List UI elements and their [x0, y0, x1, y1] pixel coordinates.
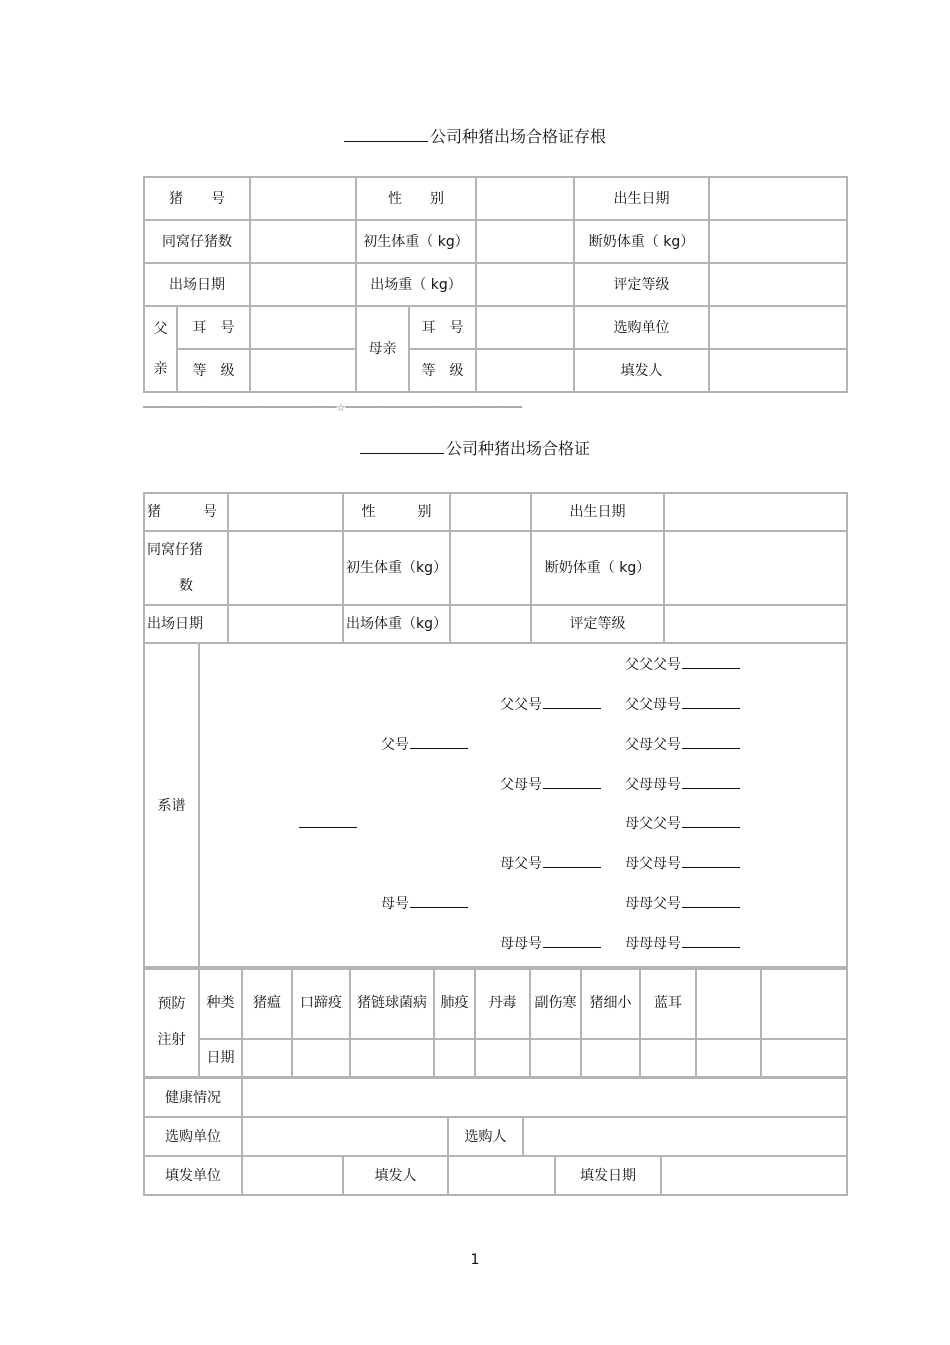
cut-separator: ———————————————————————☆————————————————————— — [143, 399, 523, 415]
vaccine-name-blank[interactable] — [761, 967, 847, 1039]
field-birth-date[interactable] — [709, 177, 847, 220]
label-vaccination-line-1: 预防 — [157, 996, 186, 1012]
label-pedigree: 系谱 — [144, 643, 199, 969]
vaccine-name-blank[interactable] — [696, 967, 761, 1039]
label-pig-no: 猪 号 — [144, 177, 250, 220]
page-number: 1 — [470, 1252, 480, 1268]
label-grade: 评定等级 — [574, 263, 709, 306]
label-sire-ear-no: 耳 号 — [177, 306, 250, 349]
label-dam-level: 等 级 — [409, 349, 476, 392]
label-issuing-unit: 填发单位 — [144, 1156, 242, 1195]
label-out-date: 出场日期 — [144, 263, 250, 306]
label-buyer-unit: 选购单位 — [144, 1117, 242, 1156]
field-grade[interactable] — [664, 605, 847, 643]
vaccine-date-field[interactable] — [434, 1039, 475, 1077]
pedigree-sss[interactable]: 父父父号 — [625, 654, 740, 674]
label-health: 健康情况 — [144, 1078, 242, 1117]
label-vaccine-date: 日期 — [199, 1039, 242, 1077]
label-dam: 母亲 — [356, 306, 409, 392]
field-dam-level[interactable] — [476, 349, 574, 392]
vaccine-name: 副伤寒 — [530, 967, 581, 1039]
label-wean-weight: 断奶体重（ kg） — [574, 220, 709, 263]
field-birth-weight[interactable] — [476, 220, 574, 263]
pedigree-sire[interactable]: 父号 — [381, 734, 468, 754]
label-litter-count: 同窝仔猪数 — [144, 220, 250, 263]
company-name-blank — [344, 127, 428, 142]
label-out-weight: 出场体重（kg） — [343, 605, 450, 643]
vaccine-name: 口蹄疫 — [292, 967, 350, 1039]
certificate-bottom-table — [143, 1077, 848, 1196]
vaccine-date-field[interactable] — [761, 1039, 847, 1077]
pedigree-table — [143, 642, 848, 970]
pedigree-sds[interactable]: 父母父号 — [625, 734, 740, 754]
vaccine-date-field[interactable] — [530, 1039, 581, 1077]
field-litter-count[interactable] — [228, 531, 343, 605]
label-sex: 性 别 — [356, 177, 476, 220]
field-out-date[interactable] — [250, 263, 356, 306]
field-sex[interactable] — [450, 493, 531, 531]
pedigree-ddd[interactable]: 母母母号 — [625, 933, 740, 953]
certificate-main-table — [143, 492, 848, 644]
pedigree-sdd[interactable]: 父母母号 — [625, 774, 740, 794]
field-birth-date[interactable] — [664, 493, 847, 531]
label-birth-weight: 初生体重（kg） — [343, 531, 450, 605]
label-dam-ear-no: 耳 号 — [409, 306, 476, 349]
vaccine-date-field[interactable] — [581, 1039, 640, 1077]
pedigree-ssd[interactable]: 父父母号 — [625, 694, 740, 714]
field-issuer[interactable] — [448, 1156, 555, 1195]
label-issue-date: 填发日期 — [555, 1156, 661, 1195]
field-buyer[interactable] — [523, 1117, 847, 1156]
label-grade: 评定等级 — [531, 605, 664, 643]
field-wean-weight[interactable] — [709, 220, 847, 263]
field-pig-no[interactable] — [250, 177, 356, 220]
vaccine-date-field[interactable] — [475, 1039, 530, 1077]
pedigree-dsd[interactable]: 母父母号 — [625, 853, 740, 873]
field-sire-ear-no[interactable] — [250, 306, 356, 349]
vaccination-table — [143, 966, 848, 1078]
field-health[interactable] — [242, 1078, 847, 1117]
pedigree-dam[interactable]: 母号 — [381, 893, 468, 913]
label-vaccination-line-2: 注射 — [157, 1032, 186, 1048]
pedigree-dd[interactable]: 母母号 — [500, 933, 601, 953]
field-out-date[interactable] — [228, 605, 343, 643]
vaccine-name: 猪链球菌病 — [350, 967, 434, 1039]
vaccine-date-field[interactable] — [696, 1039, 761, 1077]
vaccine-name: 猪细小 — [581, 967, 640, 1039]
label-sire-char-2: 亲 — [153, 361, 168, 377]
field-buyer[interactable] — [709, 306, 847, 349]
pedigree-dss[interactable]: 母父父号 — [625, 813, 740, 833]
vaccine-name: 肺疫 — [434, 967, 475, 1039]
field-buyer-unit[interactable] — [242, 1117, 448, 1156]
label-litter-count — [144, 531, 228, 605]
field-issuer[interactable] — [709, 349, 847, 392]
field-sex[interactable] — [476, 177, 574, 220]
label-sire-level: 等 级 — [177, 349, 250, 392]
pedigree-ss[interactable]: 父父号 — [500, 694, 601, 714]
field-wean-weight[interactable] — [664, 531, 847, 605]
label-buyer: 选购单位 — [574, 306, 709, 349]
field-pig-no[interactable] — [228, 493, 343, 531]
label-wean-weight: 断奶体重（ kg） — [531, 531, 664, 605]
label-sire-char-1: 父 — [153, 321, 168, 337]
vaccine-date-field[interactable] — [640, 1039, 696, 1077]
label-pig-no: 猪 号 — [144, 493, 228, 531]
pedigree-dds[interactable]: 母母父号 — [625, 893, 740, 913]
label-birth-date: 出生日期 — [531, 493, 664, 531]
pedigree-self-line[interactable] — [298, 815, 357, 832]
vaccine-name: 蓝耳 — [640, 967, 696, 1039]
label-litter-count-line-1: 同窝仔猪 — [147, 542, 203, 558]
label-vaccine-kind: 种类 — [199, 967, 242, 1039]
label-out-weight: 出场重（ kg） — [356, 263, 476, 306]
label-litter-count-line-2: 数 — [179, 578, 193, 594]
field-issuing-unit[interactable] — [242, 1156, 343, 1195]
label-issuer: 填发人 — [574, 349, 709, 392]
company-name-blank — [360, 439, 444, 454]
vaccine-date-field[interactable] — [292, 1039, 350, 1077]
field-out-weight[interactable] — [476, 263, 574, 306]
label-sex: 性 别 — [343, 493, 450, 531]
label-birth-weight: 初生体重（ kg） — [356, 220, 476, 263]
pedigree-ds[interactable]: 母父号 — [500, 853, 601, 873]
field-birth-weight[interactable] — [450, 531, 531, 605]
label-out-date: 出场日期 — [144, 605, 228, 643]
label-issuer: 填发人 — [343, 1156, 448, 1195]
label-buyer: 选购人 — [448, 1117, 523, 1156]
vaccine-name: 猪瘟 — [242, 967, 292, 1039]
vaccine-date-field[interactable] — [242, 1039, 292, 1077]
field-dam-ear-no[interactable] — [476, 306, 574, 349]
field-litter-count[interactable] — [250, 220, 356, 263]
label-sire — [144, 306, 177, 392]
field-sire-level[interactable] — [250, 349, 356, 392]
pedigree-area — [199, 643, 847, 969]
certificate-title: 公司种猪出场合格证 — [0, 436, 950, 459]
field-grade[interactable] — [709, 263, 847, 306]
field-out-weight[interactable] — [450, 605, 531, 643]
field-issue-date[interactable] — [661, 1156, 847, 1195]
stub-table — [143, 176, 848, 393]
label-birth-date: 出生日期 — [574, 177, 709, 220]
pedigree-sd[interactable]: 父母号 — [500, 774, 601, 794]
stub-title: 公司种猪出场合格证存根 — [0, 124, 950, 147]
vaccine-date-field[interactable] — [350, 1039, 434, 1077]
vaccine-name: 丹毒 — [475, 967, 530, 1039]
label-vaccination — [144, 967, 199, 1077]
